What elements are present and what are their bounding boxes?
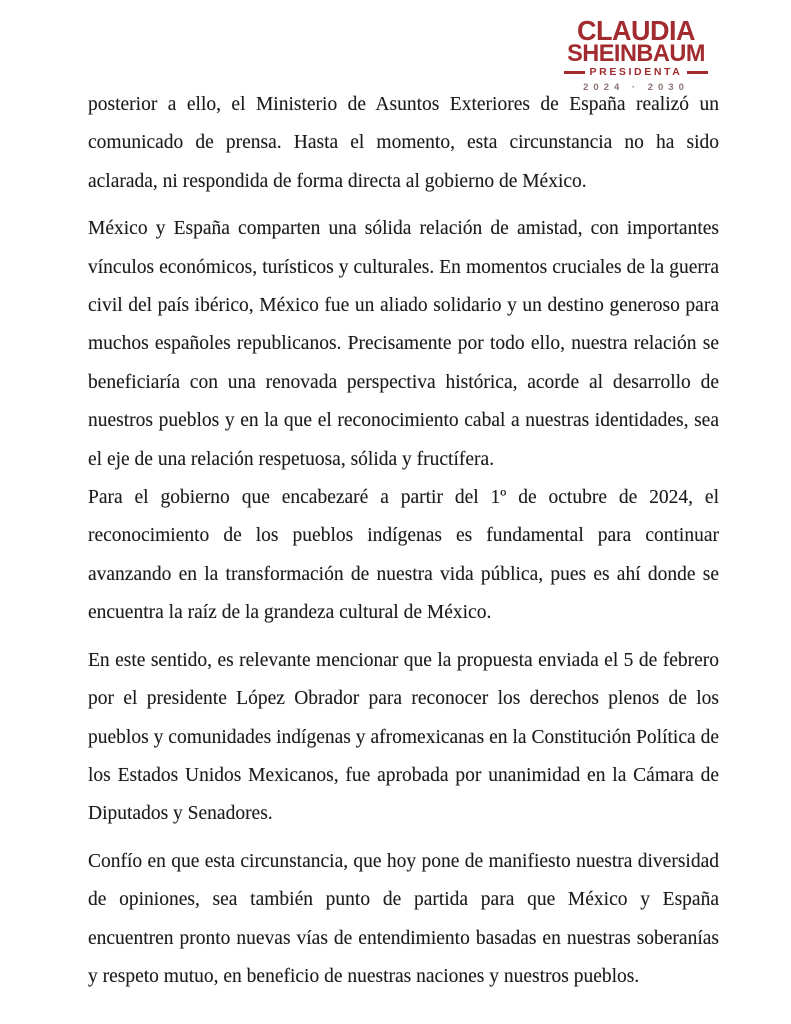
logo-right-rule: [687, 71, 708, 74]
letter-body: [88, 86, 719, 996]
paragraph-indigenous-recognition: Para el gobierno que encabezaré a partir del 1º de octubre de 2024, el reconocimiento de los pueblos indígenas es fundamental para continuar avanzando en la transformación de nuestra vida pública, pues es ahí donde se encuentra la raíz de la grandeza cultural de México.: [88, 487, 719, 624]
paragraph-ministry-statement: posterior a ello, el Ministerio de Asuntos Exteriores de España realizó un comunicado de prensa. Hasta el momento, esta circunstancia no ha sido aclarada, ni respondida de forma directa al gobierno de México.: [88, 94, 719, 192]
paragraph-constitutional-proposal: En este sentido, es relevante mencionar que la propuesta enviada el 5 de febrero por el presidente López Obrador para reconocer los derechos plenos de los pueblos y comunidades indígenas y afromexicanas en la Constitución Política de los Estados Unidos Mexicanos, fue aprobada por unanimidad en la Cámara de Diputados y Senadores.: [88, 649, 719, 825]
paragraph-mexico-spain-relationship: México y España comparten una sólida relación de amistad, con importantes vínculos económicos, turísticos y culturales. En momentos cruciales de la guerra civil del país ibérico, México fue un aliado solidario y un destino generoso para muchos españoles republicanos. Precisamente por todo ello, nuestra relación se beneficiaría con una renovada perspectiva histórica, acorde al desarrollo de nuestros pueblos y en la que el reconocimiento cabal a nuestras identidades, sea el eje de una relación respetuosa, sólida y fructífera.: [88, 218, 719, 470]
logo-title-row: [564, 67, 709, 78]
logo-title-presidenta: PRESIDENTA: [589, 66, 683, 78]
logo-left-rule: [564, 71, 585, 74]
paragraph-closing-hope: Confío en que esta circunstancia, que hoy pone de manifiesto nuestra diversidad de opiniones, sea también punto de partida para que México y España encuentren pronto nuevas vías de entendimiento basadas en nuestras soberanías y respeto mutuo, en beneficio de nuestras naciones y nuestros pueblos.: [88, 850, 719, 987]
logo-name-line-claudia: CLAUDIA: [577, 15, 695, 47]
logo-years-term: 2024 · 2030: [583, 82, 689, 93]
logo-name-line-sheinbaum: SHEINBAUM: [567, 39, 705, 67]
claudia-sheinbaum-logo: [560, 15, 712, 93]
